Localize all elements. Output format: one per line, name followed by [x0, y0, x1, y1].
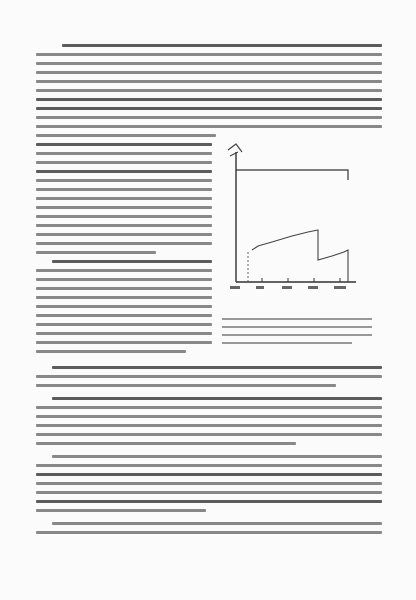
curve-lower — [252, 230, 348, 282]
curve-upper — [236, 170, 348, 180]
axis-symbol — [228, 144, 242, 156]
x-tick-label — [230, 286, 240, 289]
x-tick-label — [256, 286, 264, 289]
figure-graph — [222, 140, 362, 300]
x-tick-label — [282, 286, 292, 289]
x-tick-label — [334, 286, 346, 289]
x-tick-label — [308, 286, 318, 289]
